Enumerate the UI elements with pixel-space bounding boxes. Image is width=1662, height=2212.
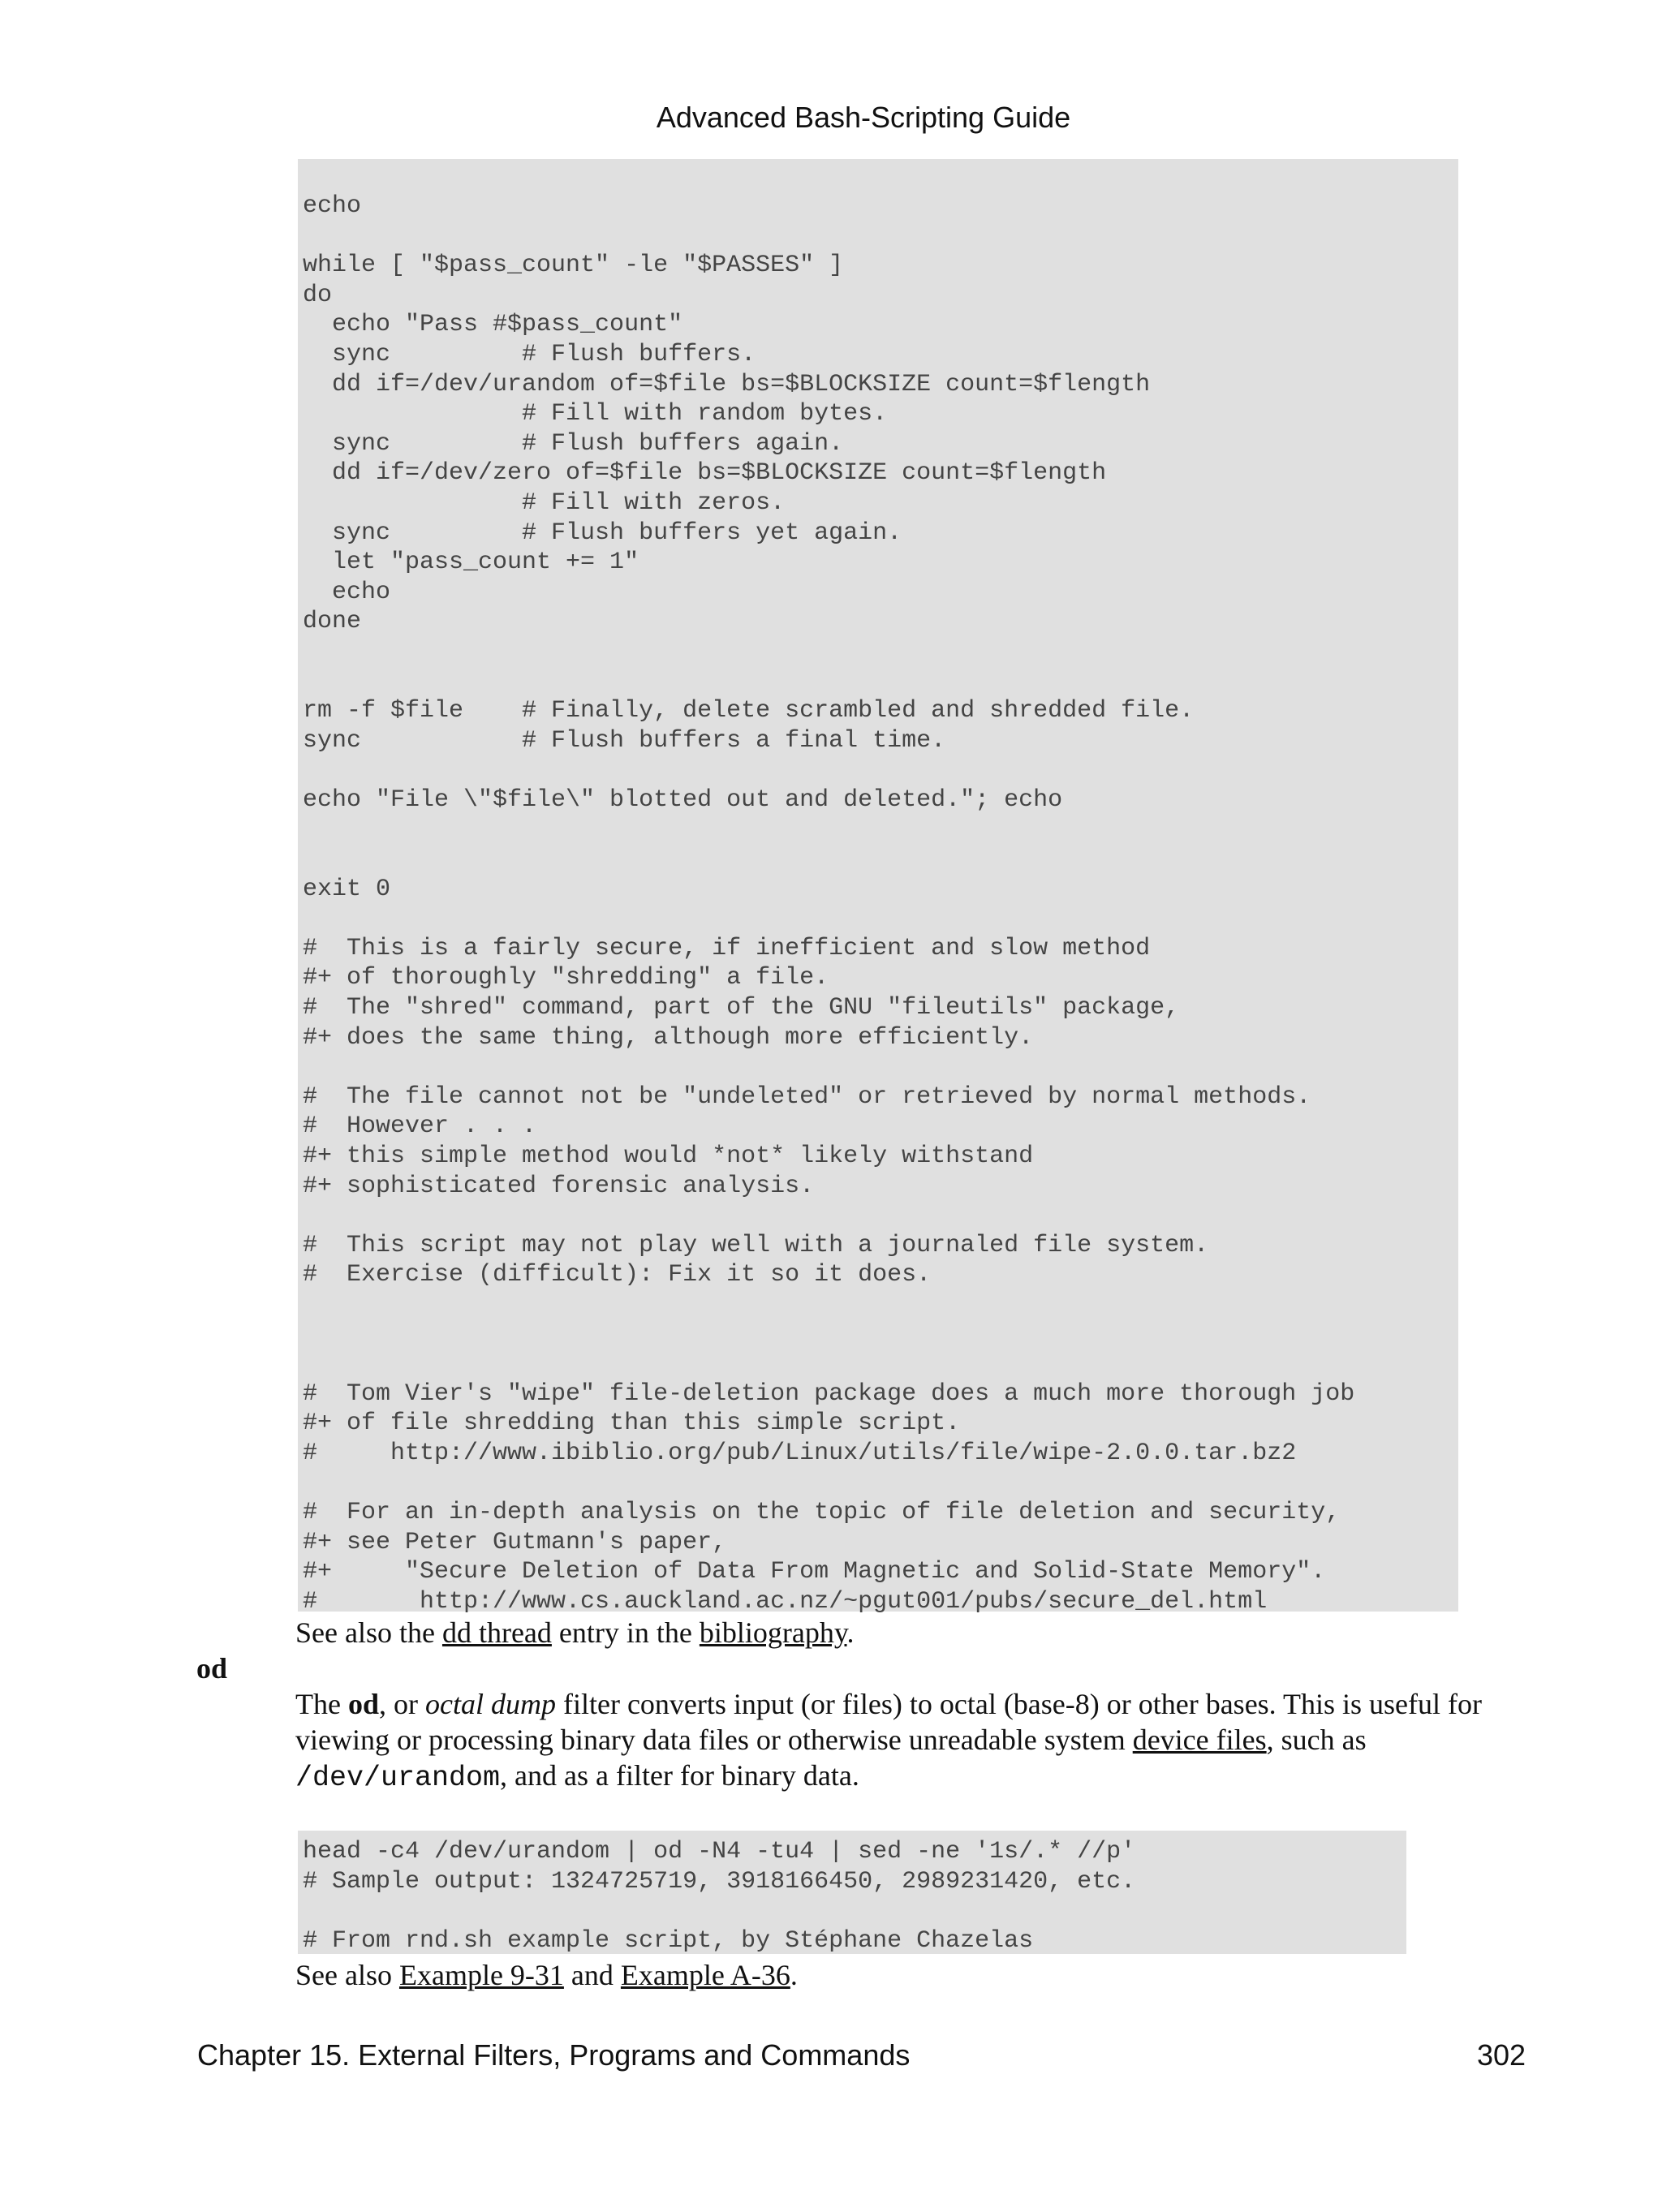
code-block-shred-script [298, 159, 1458, 1616]
see-also-examples [295, 1957, 798, 1993]
see-also-dd-thread [295, 1615, 855, 1650]
text: See also the [295, 1616, 442, 1649]
code-block-od-example [298, 1831, 1406, 1954]
bibliography-link[interactable]: bibliography [699, 1616, 847, 1649]
od-term-heading: od [196, 1652, 228, 1685]
footer-page-number: 302 [1477, 2038, 1526, 2072]
text: . [790, 1959, 798, 1991]
text: entry in the [551, 1616, 700, 1649]
text: and [563, 1959, 621, 1991]
code-text: echo while [ "$pass_count" -le "$PASSES" ] do echo "Pass #$pass_count" sync # Flush buffers. dd if=/dev/urandom of=$file bs=$BLOCKSIZE count=$flength # Fill with random bytes. sync # Flush buffers again. dd if=/dev/zero of=$file bs=$BLOCKSIZE count=$flength # Fill with zeros. sync # Flush buffers yet again. let "pass_count += 1" echo done rm -f $file # Finally, delete scrambled and shredded file. sync # Flush buffers a final time. echo "File \"$file\" blotted out and deleted."; echo exit 0 # This is a fairly secure, if inefficient and slow method #+ of thoroughly "shredding" a file. # The "shred" command, part of the GNU "fileutils" package, #+ does the same thing, although more efficiently. # The file cannot not be "undeleted" or retrieved by normal methods. # However . . . #+ this simple method would *not* likely withstand #+ sophisticated forensic analysis. # This script may not play well with a journaled file system. # Exercise (difficult): Fix it so it does. # Tom Vier's "wipe" file-deletion package does a much more thorough job #+ of file shredding than this simple script. # http://www.ibiblio.org/pub/Linux/utils/file/wipe-2.0.0.tar.bz2 # For an in-depth analysis on the topic of file deletion and security, #+ see Peter Gutmann's paper, #+ "Secure Deletion of Data From Magnetic and Solid-State Memory". # http://www.cs.auckland.ac.nz/~pgut001/pubs/secure_del.html [303, 192, 1355, 1616]
dev-urandom-code: /dev/urandom [295, 1762, 501, 1794]
device-files-link[interactable]: device files [1132, 1724, 1267, 1756]
text: filter converts input (or files) to octal (base-8) or other bases. This is useful for viewing or processing binary data files or otherwise unreadable system [295, 1688, 1482, 1756]
text: , such as [1266, 1724, 1367, 1756]
od-description [295, 1686, 1529, 1796]
text: See also [295, 1959, 399, 1991]
od-command-name: od [347, 1688, 379, 1720]
text: , or [379, 1688, 425, 1720]
running-header-title: Advanced Bash-Scripting Guide [656, 101, 1071, 134]
text: . [846, 1616, 855, 1649]
footer-chapter-title: Chapter 15. External Filters, Programs and Commands [197, 2038, 911, 2072]
example-a-36-link[interactable]: Example A-36 [620, 1959, 790, 1991]
text: , and as a filter for binary data. [500, 1759, 859, 1792]
example-9-31-link[interactable]: Example 9-31 [398, 1959, 564, 1991]
dd-thread-link[interactable]: dd thread [441, 1616, 552, 1649]
code-text: head -c4 /dev/urandom | od -N4 -tu4 | sed -ne '1s/.* //p' # Sample output: 1324725719, 3918166450, 2989231420, etc. # From rnd.sh example script, by Stéphane Chazelas [303, 1838, 1136, 1955]
text: The [295, 1688, 348, 1720]
octal-dump-term: octal dump [425, 1688, 556, 1720]
